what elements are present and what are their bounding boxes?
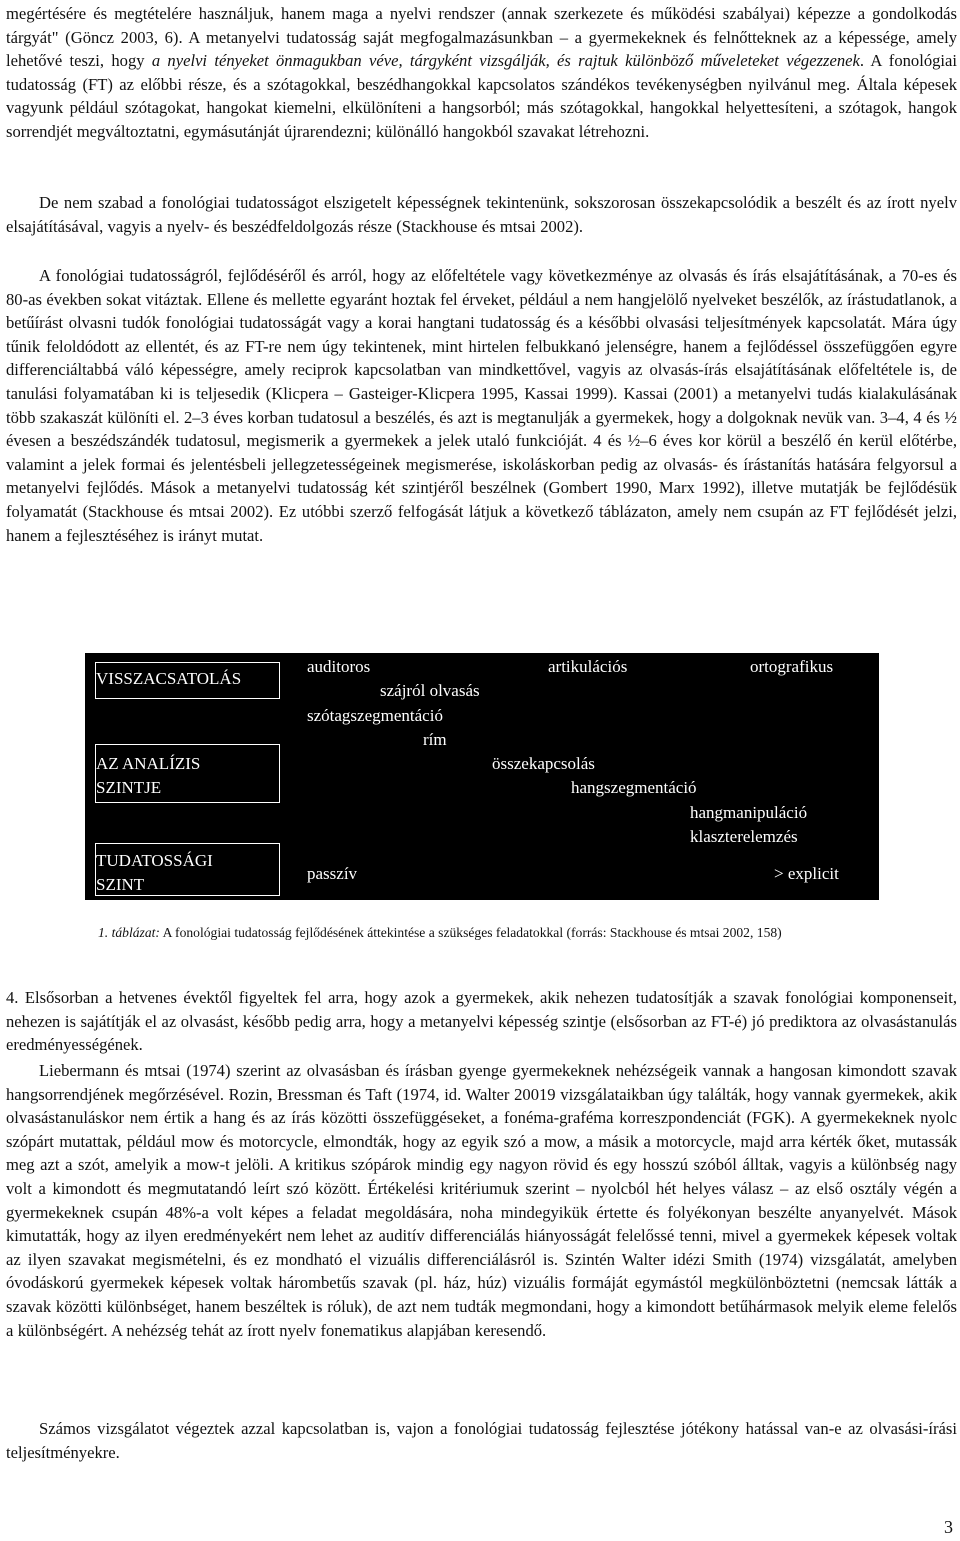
item-blending: összekapcsolás bbox=[492, 754, 595, 773]
paragraph-2: De nem szabad a fonológiai tudatosságot elszigetelt képességnek tekintenünk, sokszorosan összekapcsolódik a beszélt és az írott nyelv elsajátításával, vagyis a nyelv- és beszédfeldolgozás része (Stackhouse és mtsai 2002). bbox=[6, 193, 957, 236]
row-label-reflection: VISSZACSATOLÁS bbox=[96, 669, 242, 688]
item-articulatory: artikulációs bbox=[548, 657, 628, 676]
page-number: 3 bbox=[944, 1517, 953, 1537]
item-auditory: auditoros bbox=[307, 657, 371, 676]
item-cluster-analysis: klaszterelemzés bbox=[690, 827, 798, 846]
figure-caption bbox=[98, 922, 858, 944]
paragraph-4: 4. Elsősorban a hetvenes évektől figyeltek fel arra, hogy azok a gyermekek, akik nehezen tudatosítják a szavak fonológiai komponenseit, nehezen is sajátítják el az olvasást, később pedig arra, hogy a metanyelvi képesség szintje (elsősorban az FT-é) jó prediktora az olvasástanulás eredményességének. bbox=[6, 988, 957, 1055]
item-lipreading: szájról olvasás bbox=[380, 681, 480, 700]
paragraph-1-lead: megértésére és megtételére használjuk, hanem maga a nyelvi rendszer (annak szerkezete és működési szabályai) képezze a gondolkodás tárgyát" (Göncz 2003, 6). A metanyelvi tudatosság saját megfogalmazásunkban – a gyermekeknek és felnőtteknek az a képessége, amely lehetővé teszi, hogy bbox=[6, 4, 957, 71]
paragraph-3: A fonológiai tudatosságról, fejlődéséről és arról, hogy az előfeltétele vagy következménye az olvasás és írás elsajátításának, a 70-es és 80-as években sokat vitáztak. Ellene és mellette egyaránt hoztak fel érveket, például a nem hangjelölő nyelveket beszélők, az írástudatlanok, a betűírást olvasni tudók fonológiai tudatosságát vagy a korai hangtani tudatosság és a későbbi olvasási teljesítmények kapcsolatát. Mára úgy tűnik feloldódott az ellentét, és az FT-re nem úgy tekintenek, mint hirtelen felbukkanó jelenségre, hanem a fejlődéssel összefüggően egyre differenciáltabbá váló képességre, amely reciprok kapcsolatban van mindkettővel, vagyis az olvasás-írás elsajátításának előfeltétele is, de tanulási folyamatában ki is teljesedik (Klicpera – Gasteiger-Klicpera 1995, Kassai 1999). Kassai (2001) a metanyelvi tudás kialakulásának több szakaszát különíti el. 2–3 éves korban tudatosul a beszélés, és azt is megtanulják a gyermekek, hogy a dolgoknak nevük van. 3–4, 4 és ½ évesen a beszédszándék tudatosul, megismerik a gyermekek a jelek utaló funkcióját. 4 és ½–6 éves kor körül a beszélő én kerül előtérbe, valamint a jelek formai és jelentésbeli jellegzetességeinek megismerése, iskoláskorban pedig az olvasás- és írástanítás hatására felgyorsul a metanyelvi fejlődés. Mások a metanyelvi tudatosság két szintjéről beszélnek (Gombert 1990, Marx 1992), illetve mutatják be fejlődésük folyamatát (Stackhouse és mtsai 2002). Ez utóbbi szerző felfogását látjuk a következő táblázaton, amely nem csupán az FT fejlődését jelzi, hanem a fejlesztéséhez is irányt mutat. bbox=[6, 266, 957, 545]
row-label-analysis-line2: SZINTJE bbox=[96, 778, 162, 797]
caption-text: A fonológiai tudatosság fejlődésének áttekintése a szükséges feladatokkal (forrás: Stackhouse és mtsai 2002, 158) bbox=[159, 925, 782, 940]
caption-label: 1. táblázat: bbox=[98, 925, 160, 940]
row-label-analysis-line1: AZ ANALÍZIS bbox=[96, 754, 201, 773]
item-rhyme: rím bbox=[423, 730, 447, 749]
item-orthographic: ortografikus bbox=[750, 657, 834, 676]
paragraph-6: Számos vizsgálatot végeztek azzal kapcsolatban is, vajon a fonológiai tudatosság fejlesztése jótékony hatással van-e az olvasási-írási teljesítményekre. bbox=[6, 1419, 957, 1462]
item-phoneme-manipulation: hangmanipuláció bbox=[690, 803, 808, 822]
item-passive: passzív bbox=[307, 864, 358, 883]
row-label-awareness-line2: SZINT bbox=[96, 875, 145, 894]
paragraph-5: Liebermann és mtsai (1974) szerint az olvasásban és írásban gyenge gyermekeknek nehézségeik vannak a hangosan kimondott szavak hangsorrendjének megőrzésével. Rozin, Bressman és Taft (1974, id. Walter 20019 vizsgálataikban úgy találták, hogy vannak gyermekek, akik olvasástanuláskor nem értik a hang és az írás közötti összefüggéseket, a fonéma-graféma korreszpondenciát (FGK). A gyermekeknek nyolc szópárt mutattak, például mow és motorcycle, elmondták, hogy az egyik szó a mow, a másik a motorcycle, majd arra kérték őket, mutassák meg azt a szót, amelyik a mow-t jelöli. A kritikus szópárok mindig egy nagyon rövid és egy hosszú szóból álltak, vagyis a különbség nagy volt a kimondott és megmutatandó leírt szó között. Értékelési kritériumuk szerint – nyolcból hét helyes válasz – az első osztály végén a gyermekeknek csupán 48%-a volt képes a feladat megoldására, noha mindegyikük értette és folyékonyan beszélte anyanyelvét. Mások kimutatták, hogy az ilyen eredményekért nem lehet az auditív differenciálás hiányosságát felelőssé tenni, mivel a gyermekek képesek voltak az ilyen szavakat megismételni, és ez mondható el vizuális differenciálásról is. Szintén Walter idézi Smith (1974) vizsgálatát, amelyben óvodáskorú gyermekek képesek voltak hárombetűs szavak (pl. ház, húz) vizuális formáját egymástól megkülönböztetni (nemcsak látták a szavak közötti különbséget, hanem beszéltek is róluk), de azt nem tudták megmondani, hogy a kimondott betűhármasok melyik eleme felelős a különbségért. A nehézség tehát az írott nyelv fonematikus alapjában keresendő. bbox=[6, 1061, 957, 1340]
paragraph-1 bbox=[6, 2, 957, 144]
item-syllable-segmentation: szótagszegmentáció bbox=[307, 706, 443, 725]
paragraph-1-italic: a nyelvi tényeket önmagukban véve, tárgyként vizsgálják, és rajtuk különböző műveleteket végezzenek bbox=[151, 51, 860, 71]
item-phoneme-segmentation: hangszegmentáció bbox=[571, 778, 697, 797]
paragraph-1-rest: . A fonológiai tudatosság (FT) az előbbi része, és a szótagokkal, beszédhangokkal kapcsolatos szándékos tevékenységben nyilvánul meg. Általa képesek vagyunk például szótagokat, hangokat kiemelni, elkülöníteni a hangsorból; más szótagokkal, hangokkal helyettesíteni, a szótagok, hangok sorrendjét megváltoztatni, egymásutánját újrarendezni; különálló hangokból szavakat létrehozni. bbox=[6, 51, 957, 141]
row-label-awareness-line1: TUDATOSSÁGI bbox=[96, 851, 213, 870]
item-explicit: > explicit bbox=[774, 864, 839, 883]
ft-development-figure bbox=[85, 653, 879, 900]
